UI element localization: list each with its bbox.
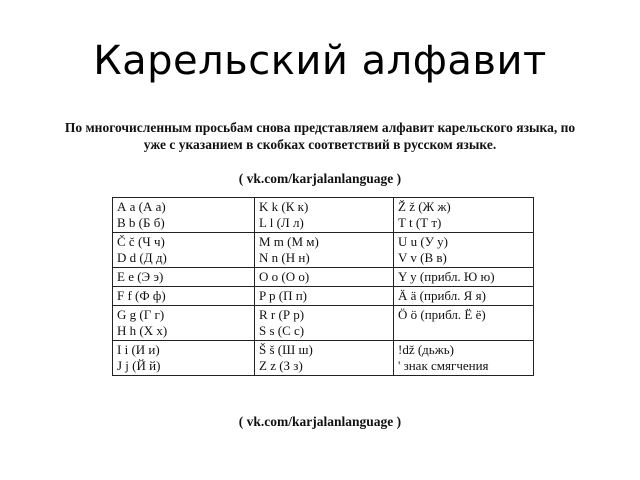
letter-entry: S s (С с): [259, 323, 305, 338]
letter-entry: F f (Ф ф): [117, 288, 166, 303]
intro-line-2: уже с указанием в скобках соответствий в русском языке.: [143, 137, 497, 152]
table-cell: [394, 268, 534, 287]
table-row: [113, 287, 534, 306]
letter-entry: L l (Л л): [259, 215, 304, 230]
table-cell: [113, 341, 255, 376]
table-row: [113, 268, 534, 287]
letter-entry: Ž ž (Ж ж): [398, 199, 451, 214]
letter-entry: Z z (З з): [259, 358, 303, 373]
letter-entry: А a (А а): [117, 199, 166, 214]
letter-entry: ' знак смягчения: [398, 358, 489, 373]
letter-entry: G g (Г г): [117, 307, 165, 322]
letter-entry: H h (Х х): [117, 323, 168, 338]
source-link-bottom: ( vk.com/karjalanlanguage ): [238, 414, 402, 429]
letter-entry: D d (Д д): [117, 250, 167, 265]
letter-entry: E e (Э э): [117, 269, 164, 284]
table-cell: [394, 287, 534, 306]
intro-text: [30, 119, 610, 153]
letter-entry: Ö ö (прибл. Ё ё): [398, 307, 486, 322]
page-title: Карельский алфавит: [93, 38, 547, 84]
table-cell: [394, 341, 534, 376]
table-cell: [394, 233, 534, 268]
letter-entry: N n (Н н): [259, 250, 310, 265]
table-cell: [394, 198, 534, 233]
letter-entry: K k (К к): [259, 199, 309, 214]
letter-entry: Y y (прибл. Ю ю): [398, 269, 495, 284]
letter-entry: J j (Й й): [117, 358, 161, 373]
intro-line-1: По многочисленным просьбам снова представляем алфавит карельского языка, по: [64, 120, 576, 135]
table-cell: [113, 306, 255, 341]
table-cell: [113, 287, 255, 306]
letter-entry: Č č (Ч ч): [117, 234, 165, 249]
table-row: [113, 306, 534, 341]
table-cell: [255, 341, 394, 376]
letter-entry: U u (У у): [398, 234, 449, 249]
table-cell: [113, 233, 255, 268]
letter-entry: Ä ä (прибл. Я я): [398, 288, 486, 303]
letter-entry: M m (М м): [259, 234, 319, 249]
table-cell: [255, 306, 394, 341]
table-cell: [255, 287, 394, 306]
table-cell: [394, 306, 534, 341]
letter-entry: O o (О о): [259, 269, 310, 284]
letter-entry: I i (И и): [117, 342, 160, 357]
table-row: [113, 341, 534, 376]
table-cell: [113, 198, 255, 233]
source-link-top: ( vk.com/karjalanlanguage ): [238, 171, 402, 186]
letter-entry: Š š (Ш ш): [259, 342, 313, 357]
alphabet-table: [112, 197, 534, 376]
table-cell: [255, 233, 394, 268]
table-cell: [113, 268, 255, 287]
table-row: [113, 198, 534, 233]
table-row: [113, 233, 534, 268]
letter-entry: R r (Р р): [259, 307, 305, 322]
letter-entry: V v (В в): [398, 250, 447, 265]
table-cell: [255, 268, 394, 287]
table-cell: [255, 198, 394, 233]
letter-entry: T t (Т т): [398, 215, 442, 230]
letter-entry: P p (П п): [259, 288, 308, 303]
letter-entry: !dž (дьжь): [398, 342, 454, 357]
letter-entry: B b (Б б): [117, 215, 165, 230]
